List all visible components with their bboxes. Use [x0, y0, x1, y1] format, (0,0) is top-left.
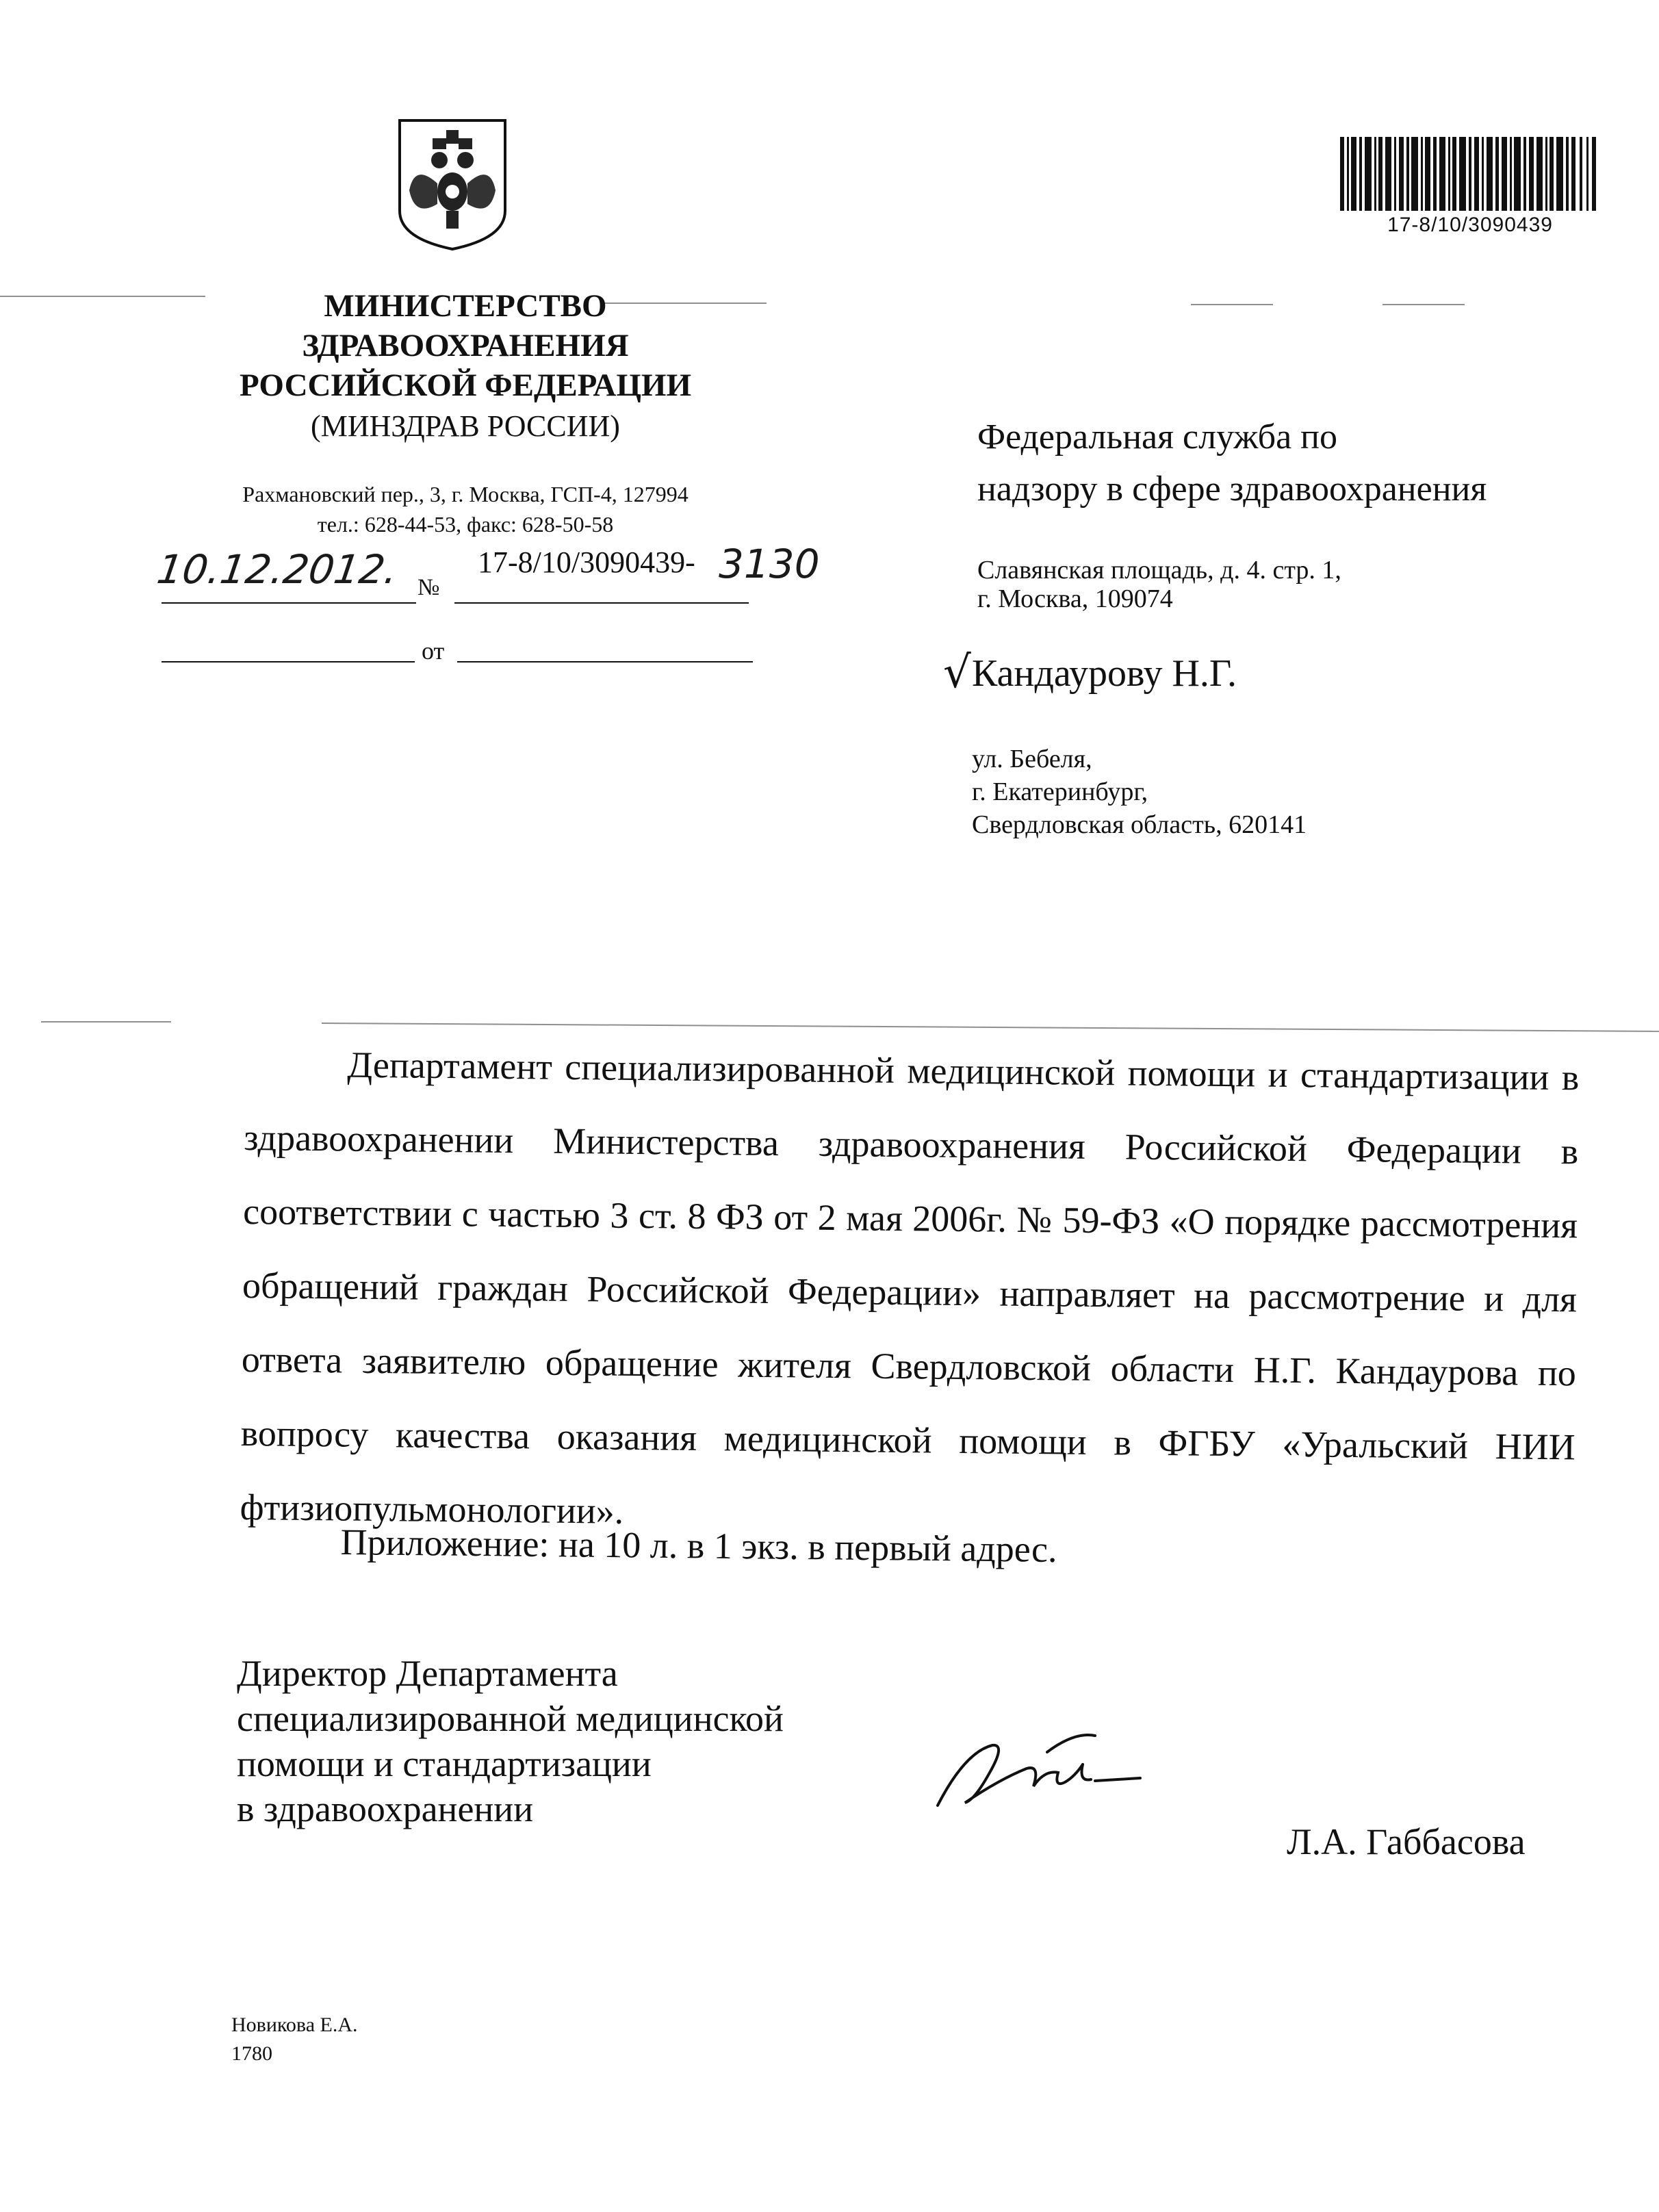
checkmark-icon: √: [943, 647, 971, 698]
signer-title: Директор Департамента: [237, 1653, 618, 1694]
handwritten-signature-icon: [924, 1711, 1143, 1821]
signer-title: в здравоохранении: [237, 1788, 534, 1829]
recipient-person: Кандаурову Н.Г.: [972, 652, 1237, 695]
scan-artifact-line: [41, 1021, 171, 1023]
executor-name: Новикова Е.А.: [231, 2014, 358, 2036]
recipient-address: г. Москва, 109074: [977, 584, 1173, 613]
signer-name: Л.А. Габбасова: [1287, 1821, 1526, 1862]
recipient-person-address: г. Екатеринбург,: [972, 777, 1148, 806]
ministry-name-line: ЗДРАВООХРАНЕНИЯ: [302, 328, 629, 363]
scan-artifact-line: [1191, 304, 1273, 305]
ministry-name-line: МИНИСТЕРСТВО: [324, 288, 607, 324]
recipient-address: Славянская площадь, д. 4. стр. 1,: [977, 556, 1341, 584]
letter-body: Департамент специализированной медицинской помощи и стандартизации в здравоохранении Министерства здравоохранения Российской Федерации в соответствии с частью 3 ст. 8 ФЗ от 2 мая 2006г. № 59-ФЗ «О порядке рассмотрения обращений граждан Российской Федерации» направляет на рассмотрение и для ответа заявителю обращение жителя Свердловской области Н.Г. Кандаурова по вопросу качества оказания медицинской помощи в ФГБУ «Уральский НИИ фтизиопульмонологии».: [240, 1044, 1580, 1532]
barcode-icon: [1340, 137, 1600, 211]
date-underline: [162, 602, 416, 604]
recipient-organization: надзору в сфере здравоохранения: [977, 470, 1487, 509]
outgoing-number: 17-8/10/3090439-: [478, 545, 695, 579]
recipient-person-address: Свердловская область, 620141: [972, 810, 1307, 839]
signer-title: помощи и стандартизации: [237, 1743, 652, 1784]
ministry-address: Рахмановский пер., 3, г. Москва, ГСП-4, 127994: [242, 482, 689, 506]
ministry-name-line: РОССИЙСКОЙ ФЕДЕРАЦИИ: [240, 368, 691, 403]
ministry-abbreviation: (МИНЗДРАВ РОССИИ): [311, 409, 620, 443]
attachment-note: Приложение: на 10 л. в 1 экз. в первый адрес.: [340, 1521, 1057, 1570]
recipient-person-address: ул. Бебеля,: [972, 745, 1092, 773]
number-underline: [454, 602, 749, 604]
signer-title: специализированной медицинской: [237, 1698, 784, 1739]
scan-artifact-line: [0, 296, 205, 297]
ministry-phone: тел.: 628-44-53, факс: 628-50-58: [317, 512, 614, 537]
barcode-number: 17-8/10/3090439: [1387, 214, 1553, 236]
scan-artifact-line: [1382, 304, 1465, 305]
recipient-organization: Федеральная служба по: [977, 417, 1337, 456]
from-label: от: [422, 637, 445, 665]
coat-of-arms-icon: [394, 115, 511, 252]
blank-underline: [162, 661, 415, 663]
executor-phone: 1780: [231, 2042, 272, 2065]
handwritten-date: 10.12.2012.: [154, 546, 401, 593]
handwritten-number-suffix: 3130: [719, 541, 820, 587]
number-sign: №: [417, 575, 440, 600]
blank-underline: [457, 661, 753, 663]
